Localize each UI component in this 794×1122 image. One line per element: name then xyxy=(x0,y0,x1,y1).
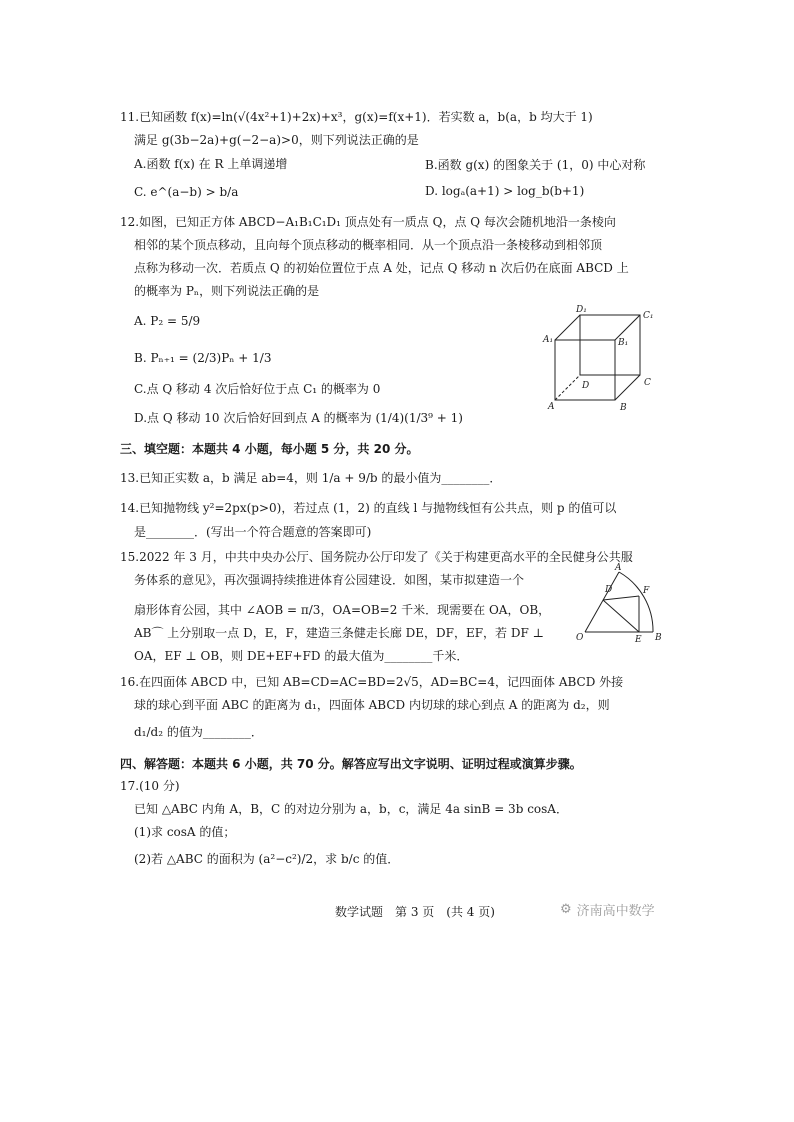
q12-option-b: B. Pₙ₊₁ = (2/3)Pₙ + 1/3 xyxy=(134,351,272,365)
q16-line2: 球的球心到平面 ABC 的距离为 d₁，四面体 ABCD 内切球的球心到点 A 的距离为 d₂，则 xyxy=(134,698,610,712)
section-3-heading: 三、填空题：本题共 4 小题，每小题 5 分，共 20 分。 xyxy=(120,442,419,456)
watermark-text: 济南高中数学 xyxy=(576,904,655,919)
q15-line5: OA，EF ⊥ OB，则 DE+EF+FD 的最大值为________千米． xyxy=(134,649,469,663)
q11-option-c: C. e^(a−b) > b/a xyxy=(134,185,239,199)
q12-stem-line1: 12.如图，已知正方体 ABCD−A₁B₁C₁D₁ 顶点处有一质点 Q，点 Q 每次会随机地沿一条棱向 xyxy=(120,215,616,229)
sector-label-e: E xyxy=(635,635,642,642)
cube-label-b: B xyxy=(620,403,627,413)
cube-label-a1: A₁ xyxy=(543,335,554,345)
q12-option-a: A. P₂ = 5/9 xyxy=(134,314,201,328)
q14-line2: 是________．(写出一个符合题意的答案即可) xyxy=(134,525,372,539)
q15-line1: 15.2022 年 3 月，中共中央办公厅、国务院办公厅印发了《关于构建更高水平的全民健身公共服 xyxy=(120,550,633,564)
cube-label-d1: D₁ xyxy=(576,305,587,315)
q14-line1: 14.已知抛物线 y²=2px(p>0)，若过点 (1，2) 的直线 l 与抛物线恒有公共点，则 p 的值可以 xyxy=(120,501,617,515)
q17-line1: 已知 △ABC 内角 A，B，C 的对边分别为 a，b，c，满足 4a sinB = 3b cosA． xyxy=(134,802,568,816)
q12-option-d: D.点 Q 移动 10 次后恰好回到点 A 的概率为 (1/4)(1/3⁹ + 1) xyxy=(134,411,463,425)
q16-line1: 16.在四面体 ABCD 中，已知 AB=CD=AC=BD=2√5，AD=BC=4，记四面体 ABCD 外接 xyxy=(120,675,624,689)
q11-option-d: D. logₐ(a+1) > log_b(b+1) xyxy=(425,184,585,198)
cube-label-a: A xyxy=(548,402,555,412)
q13-text: 13.已知正实数 a，b 满足 ab=4，则 1/a + 9/b 的最小值为________． xyxy=(120,471,502,485)
q12-stem-line4: 的概率为 Pₙ，则下列说法正确的是 xyxy=(134,284,320,298)
q12-option-c: C.点 Q 移动 4 次后恰好位于点 C₁ 的概率为 0 xyxy=(134,382,381,396)
sector-label-b: B xyxy=(655,633,662,642)
wechat-icon: ⚙ xyxy=(560,902,572,917)
cube-label-c: C xyxy=(644,378,651,388)
q12-stem-line3: 点称为移动一次．若质点 Q 的初始位置位于点 A 处，记点 Q 移动 n 次后仍在底面 ABCD 上 xyxy=(134,261,629,275)
q17-part2: (2)若 △ABC 的面积为 (a²−c²)/2，求 b/c 的值． xyxy=(134,852,400,866)
section-4-heading: 四、解答题：本题共 6 小题，共 70 分。解答应写出文字说明、证明过程或演算步骤。 xyxy=(120,757,582,771)
sector-label-d: D xyxy=(605,585,613,595)
q11-option-b: B.函数 g(x) 的图象关于 (1，0) 中心对称 xyxy=(425,158,646,172)
cube-label-c1: C₁ xyxy=(643,311,654,321)
sector-label-a: A xyxy=(615,563,622,573)
sector-label-o: O xyxy=(576,633,584,642)
q15-line3: 扇形体育公园，其中 ∠AOB = π/3，OA=OB=2 千米．现需要在 OA，OB， xyxy=(134,603,551,617)
q12-stem-line2: 相邻的某个顶点移动，且向每个顶点移动的概率相同．从一个顶点沿一条棱移动到相邻顶 xyxy=(134,238,603,252)
sector-figure xyxy=(575,562,665,642)
q11-stem-line2: 满足 g(3b−2a)+g(−2−a)>0，则下列说法正确的是 xyxy=(134,133,419,147)
page-footer: 数学试题 第 3 页 (共 4 页) xyxy=(335,905,495,919)
cube-label-d: D xyxy=(582,381,590,391)
cube-figure xyxy=(540,300,670,415)
q11-option-a: A.函数 f(x) 在 R 上单调递增 xyxy=(134,157,288,171)
sector-label-f: F xyxy=(643,586,650,596)
cube-label-b1: B₁ xyxy=(618,338,629,348)
q17-part1: (1)求 cosA 的值； xyxy=(134,825,236,839)
watermark xyxy=(560,900,655,919)
q15-line2: 务体系的意见》，再次强调持续推进体育公园建设．如图，某市拟建造一个 xyxy=(134,573,525,587)
q17-heading: 17.(10 分) xyxy=(120,779,180,793)
q16-line3: d₁/d₂ 的值为________． xyxy=(134,725,263,739)
q11-stem-line1: 11.已知函数 f(x)=ln(√(4x²+1)+2x)+x³，g(x)=f(x+1)．若实数 a，b(a，b 均大于 1) xyxy=(120,110,593,124)
q15-line4: AB⌒ 上分别取一点 D，E，F，建造三条健走长廊 DE，DF，EF，若 DF ⊥ xyxy=(134,626,544,640)
